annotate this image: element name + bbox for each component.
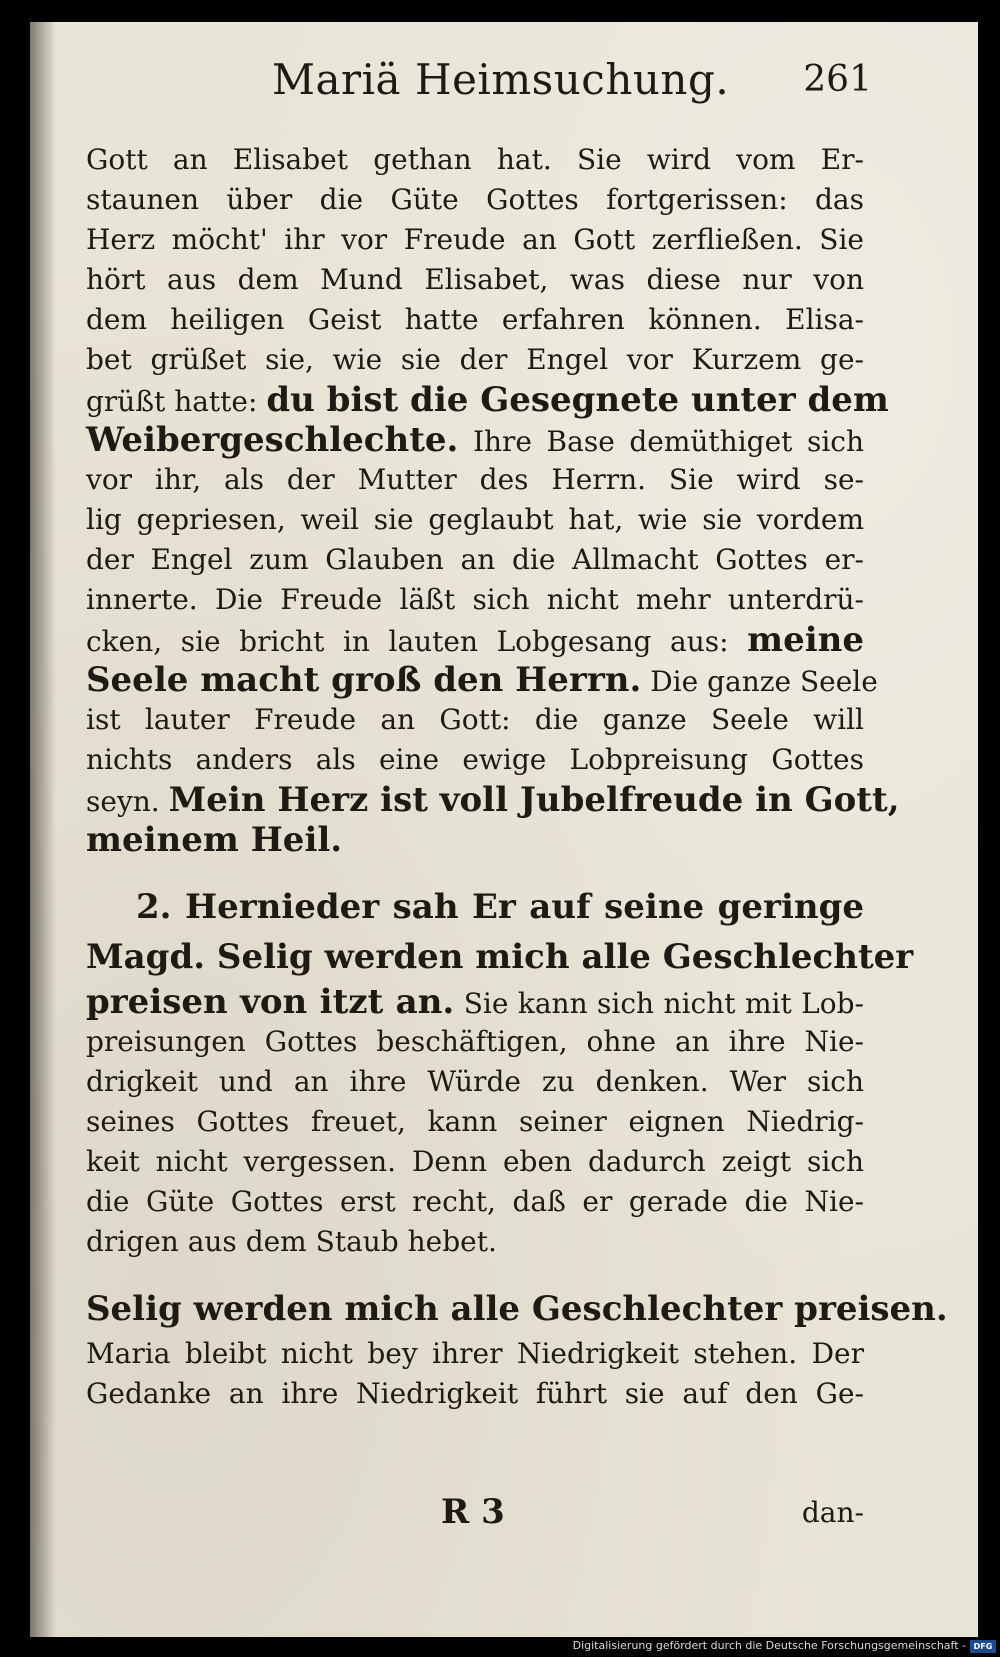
text-line: Magd. Selig werden mich alle Geschlechter <box>86 937 914 977</box>
text-span: Sie kann sich nicht mit Lob- <box>454 987 864 1020</box>
emphasis-text: du bist die Gesegnete unter dem <box>266 380 889 420</box>
text-line <box>86 780 900 820</box>
text-line: nichts anders als eine ewige Lobpreisung Gottes <box>86 743 864 776</box>
text-line: dem heiligen Geist hatte erfahren können. Elisa- <box>86 303 864 336</box>
text-span: grüßt hatte: <box>86 385 267 418</box>
paragraph-gap <box>86 1262 864 1284</box>
text-line: vor ihr, als der Mutter des Herrn. Sie wird se- <box>86 463 864 496</box>
text-line <box>86 620 864 660</box>
text-line: keit nicht vergessen. Denn eben dadurch zeigt sich <box>86 1145 864 1178</box>
text-line <box>86 660 878 700</box>
emphasis-text: meinem Heil. <box>86 820 343 860</box>
text-span: cken, sie bricht in lauten Lobgesang aus: <box>86 625 748 658</box>
digitization-credit: Digitalisierung gefördert durch die Deutsche Forschungsgemeinschaft - <box>572 1639 966 1652</box>
catchword: dan- <box>801 1496 864 1529</box>
text-span: seyn. <box>86 785 169 818</box>
text-line: staunen über die Güte Gottes fortgerissen: das <box>86 183 864 216</box>
text-line: drigen aus dem Staub hebet. <box>86 1225 497 1258</box>
paragraph-gap <box>86 860 864 882</box>
emphasis-text: Seele macht groß den Herrn. <box>86 660 642 700</box>
page-header <box>272 55 872 115</box>
dfg-logo-icon: DFG <box>970 1640 996 1653</box>
credit-bar <box>0 1637 1000 1657</box>
text-line: 2. Hernieder sah Er auf seine geringe <box>136 887 864 927</box>
emphasis-text: preisen von itzt an. <box>86 982 455 1022</box>
text-line <box>86 420 864 460</box>
text-line <box>86 982 864 1022</box>
text-line: lig gepriesen, weil sie geglaubt hat, wie sie vordem <box>86 503 864 536</box>
gutter-shadow <box>30 22 56 1637</box>
emphasis-text: Weibergeschlechte. <box>86 420 459 460</box>
text-line: der Engel zum Glauben an die Allmacht Gottes er- <box>86 543 864 576</box>
page-footer <box>86 1492 864 1536</box>
text-line <box>86 820 864 860</box>
emphasis-text: Mein Herz ist voll Jubelfreude in Gott, <box>168 780 900 820</box>
text-line: bet grüßet sie, wie sie der Engel vor Kurzem ge- <box>86 343 864 376</box>
text-line: Gedanke an ihre Niedrigkeit führt sie auf den Ge- <box>86 1377 864 1410</box>
text-line: drigkeit und an ihre Würde zu denken. Wer sich <box>86 1065 864 1098</box>
text-line: die Güte Gottes erst recht, daß er gerade die Nie- <box>86 1185 864 1218</box>
text-line: Gott an Elisabet gethan hat. Sie wird vom Er- <box>86 143 864 176</box>
text-line: innerte. Die Freude läßt sich nicht mehr unterdrü- <box>86 583 864 616</box>
text-span: Die ganze Seele <box>641 665 878 698</box>
text-line: Maria bleibt nicht bey ihrer Niedrigkeit stehen. Der <box>86 1337 864 1370</box>
body-text <box>86 140 948 1414</box>
signature-mark: R 3 <box>441 1492 505 1532</box>
text-line: seines Gottes freuet, kann seiner eignen Niedrig- <box>86 1105 864 1138</box>
section-heading: Selig werden mich alle Geschlechter preisen. <box>86 1289 948 1329</box>
text-span: Ihre Base demüthiget sich <box>458 425 864 458</box>
text-line: hört aus dem Mund Elisabet, was diese nur von <box>86 263 864 296</box>
page-number: 261 <box>803 59 872 100</box>
text-line: ist lauter Freude an Gott: die ganze Seele will <box>86 703 864 736</box>
text-line: Herz möcht' ihr vor Freude an Gott zerfließen. Sie <box>86 223 864 256</box>
text-line <box>86 380 889 420</box>
text-line: preisungen Gottes beschäftigen, ohne an ihre Nie- <box>86 1025 864 1058</box>
emphasis-text: meine <box>747 620 864 660</box>
running-title: Mariä Heimsuchung. <box>272 55 730 104</box>
